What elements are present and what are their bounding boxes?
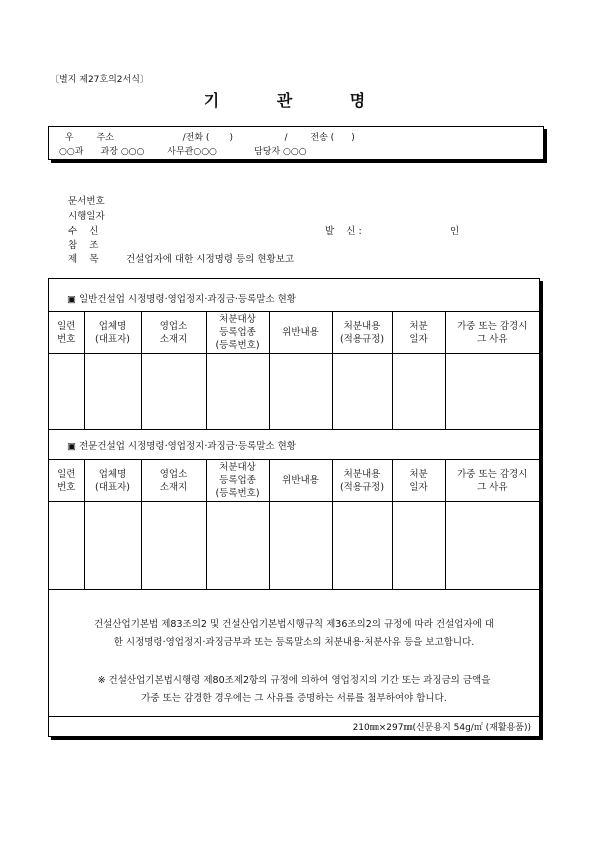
col-serial-no: 일련 번호 (49, 460, 84, 502)
report-text-line-2: 한 시정명령·영업정지·과징금부과 또는 등록말소의 처분내용·처분사유 등을 보고합니다. (113, 637, 475, 648)
col-violation: 위반내용 (269, 460, 332, 502)
col-registration: 처분대상 등록업종 (등록번호) (206, 312, 269, 354)
col-company: 업체명 (대표자) (84, 312, 141, 354)
col-disposition: 처분내용 (적용규정) (332, 460, 392, 502)
report-text-line-1: 건설산업기본법 제83조의2 및 건설산업기본법시행규칙 제36조의2의 규정에 따라 건설업자에 대 (94, 619, 494, 630)
report-box (48, 278, 540, 737)
col-date: 처분 일자 (392, 460, 445, 502)
subject-label: 제 목 (68, 254, 99, 265)
staff-line: ○○과 과장 ○○○ 사무관○○○ 담당자 ○○○ (59, 147, 307, 157)
seal-mark: 인 (450, 226, 460, 237)
col-location: 영업소 소재지 (141, 312, 206, 354)
note-line-2: 가중 또는 감경한 경우에는 그 사유를 증명하는 서류를 첨부하여야 합니다. (141, 693, 447, 704)
footer-divider (49, 716, 539, 717)
col-date: 처분 일자 (392, 312, 445, 354)
recipient-label: 수 신 (68, 226, 99, 237)
col-reason: 가중 또는 감경시 그 사유 (445, 460, 539, 502)
col-registration: 처분대상 등록업종 (등록번호) (206, 460, 269, 502)
section-title-specialty: ▣ 전문건설업 시정명령·영업정지·과징금·등록말소 현황 (67, 441, 296, 452)
page-title: 기 관 명 (203, 91, 392, 110)
sender-label: 발 신 : (325, 226, 362, 237)
col-disposition: 처분내용 (적용규정) (332, 312, 392, 354)
date-label: 시행일자 (68, 211, 105, 222)
report-statement (49, 616, 539, 652)
col-reason: 가중 또는 감경시 그 사유 (445, 312, 539, 354)
table-row (49, 502, 539, 590)
doc-no-label: 문서번호 (68, 196, 105, 207)
specialty-construction-table (49, 459, 539, 590)
attachment-note (49, 672, 539, 708)
note-line-1: ※ 건설산업기본법시행령 제80조제2항의 규정에 의하여 영업정지의 기간 또는 과징금의 금액을 (97, 675, 491, 686)
col-company: 업체명 (대표자) (84, 460, 141, 502)
col-location: 영업소 소재지 (141, 460, 206, 502)
section-title-general: ▣ 일반건설업 시정명령·영업정지·과징금·등록말소 현황 (67, 294, 296, 305)
col-serial-no: 일련 번호 (49, 312, 84, 354)
paper-spec: 210㎜×297㎜(신문용지 54g/㎡ (재활용품)) (352, 723, 531, 733)
address-line: 우 주소 /전화 ( ) / 전송 ( ) (65, 133, 355, 143)
general-construction-table (49, 311, 539, 430)
col-violation: 위반내용 (269, 312, 332, 354)
reference-label: 참 조 (68, 240, 99, 251)
form-number: 〔별지 제27호의2서식〕 (50, 75, 149, 85)
header-box (48, 126, 544, 160)
subject-value: 건설업자에 대한 시정명령 등의 현황보고 (126, 254, 295, 265)
table-row (49, 354, 539, 430)
